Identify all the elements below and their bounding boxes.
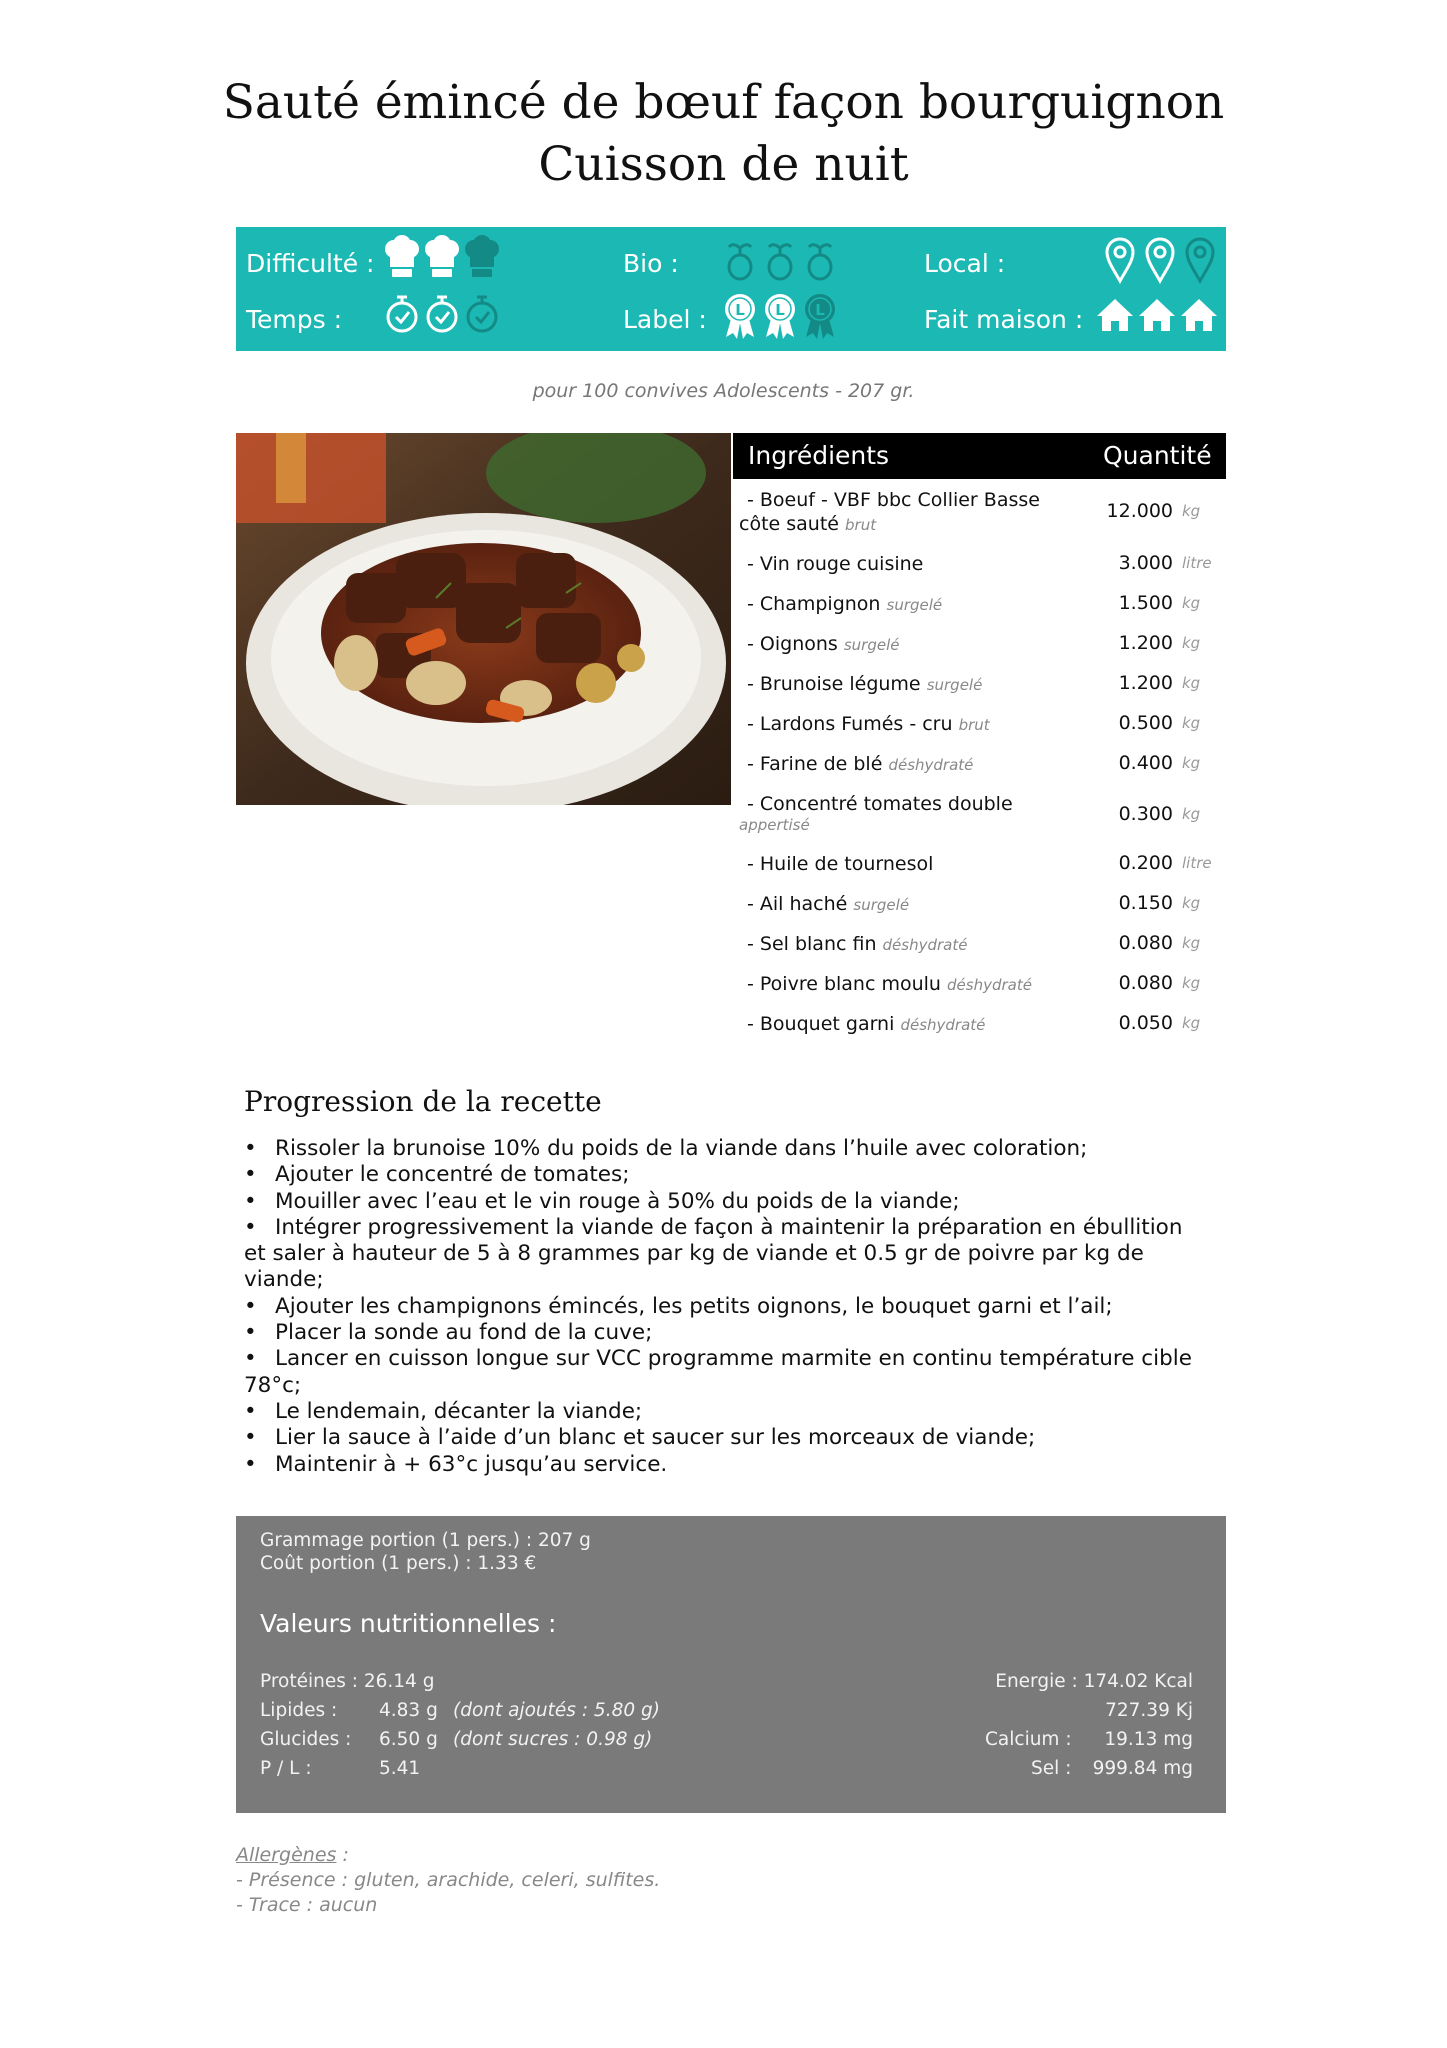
cout-portion: Coût portion (1 pers.) : 1.33 € <box>260 1553 537 1574</box>
progression-title: Progression de la recette <box>244 1085 602 1118</box>
nutrition-title: Valeurs nutritionnelles : <box>260 1609 557 1638</box>
ingredient-name: - Brunoise légume surgelé <box>747 673 983 695</box>
ingredient-qty: 0.300 <box>1118 803 1173 825</box>
ingredient-unit: kg <box>1182 754 1201 772</box>
recipe-title-line2: Cuisson de nuit <box>538 137 909 192</box>
ingredients-header-name: Ingrédients <box>748 441 890 470</box>
ingredient-name: - Ail haché surgelé <box>747 893 910 915</box>
stopwatch-icon <box>384 293 420 335</box>
map-pin-icon <box>1182 235 1218 285</box>
ingredient-name: - Bouquet garni déshydraté <box>747 1013 986 1035</box>
svg-text:L: L <box>815 301 825 319</box>
ingredient-unit: kg <box>1182 805 1201 823</box>
ingredient-unit: kg <box>1182 502 1201 520</box>
pl-label: P / L : <box>260 1758 312 1779</box>
recipe-title-line1: Sauté émincé de bœuf façon bourguignon <box>222 75 1225 130</box>
nutrition-panel <box>236 1516 1226 1813</box>
allergens-trace: - Trace : aucun <box>236 1894 378 1916</box>
step-item: • Placer la sonde au fond de la cuve; <box>244 1320 653 1346</box>
ingredient-unit: kg <box>1182 974 1201 992</box>
recipe-title <box>0 72 1447 196</box>
lipides-value: 4.83 g <box>379 1700 438 1721</box>
energie-kj: 727.39 Kj <box>1105 1700 1193 1721</box>
allergens-presence: - Présence : gluten, arachide, celeri, sulfites. <box>236 1869 661 1891</box>
ingredient-name: - Farine de blé déshydraté <box>747 753 974 775</box>
ingredient-name: - Champignon surgelé <box>747 593 943 615</box>
ingredient-name: - Huile de tournesol <box>747 853 934 875</box>
glucides-label: Glucides : <box>260 1729 352 1750</box>
ingredient-unit: kg <box>1182 674 1201 692</box>
ingredient-qty: 0.150 <box>1118 892 1173 914</box>
pl-value: 5.41 <box>379 1758 421 1779</box>
local-rating <box>1102 235 1218 285</box>
step-item: • Lancer en cuisson longue sur VCC programme marmite en continu température cible 78°c; <box>244 1346 1192 1398</box>
ingredient-name: - Oignons surgelé <box>747 633 900 655</box>
difficulte-rating <box>384 235 500 283</box>
sel-label: Sel : <box>1031 1758 1072 1779</box>
difficulte-label: Difficulté : <box>246 249 375 278</box>
label-rating <box>722 291 838 341</box>
rating-band <box>236 227 1226 351</box>
ingredients-header <box>733 433 1226 479</box>
fait-maison-label: Fait maison : <box>924 305 1084 334</box>
temps-label: Temps : <box>246 305 343 334</box>
lipides-label: Lipides : <box>260 1700 338 1721</box>
ingredient-qty: 1.200 <box>1118 672 1173 694</box>
chef-hat-icon <box>424 235 460 283</box>
lipides-note: (dont ajoutés : 5.80 g) <box>453 1700 660 1721</box>
sel-value: 999.84 mg <box>1092 1758 1193 1779</box>
stopwatch-icon <box>424 293 460 335</box>
apple-icon <box>802 239 838 283</box>
label-rouge-medal-icon <box>802 291 838 341</box>
ingredient-unit: kg <box>1182 934 1201 952</box>
servings-info: pour 100 convives Adolescents - 207 gr. <box>532 380 915 402</box>
ingredient-qty: 12.000 <box>1106 500 1173 522</box>
ingredient-name: - Sel blanc fin déshydraté <box>747 933 968 955</box>
ingredient-row <box>733 792 1226 838</box>
apple-icon <box>722 239 758 283</box>
step-item: • Lier la sauce à l’aide d’un blanc et saucer sur les morceaux de viande; <box>244 1425 1036 1451</box>
step-item: • Mouiller avec l’eau et le vin rouge à 50% du poids de la viande; <box>244 1188 960 1214</box>
ingredient-name: - Boeuf - VBF bbc Collier Basse côte sauté brut <box>739 489 1040 535</box>
step-item: • Rissoler la brunoise 10% du poids de la viande dans l’huile avec coloration; <box>244 1136 1088 1161</box>
dish-photo <box>236 433 731 805</box>
ingredient-name: - Vin rouge cuisine <box>747 553 924 575</box>
label-rouge-medal-icon <box>762 291 798 341</box>
ingredient-qty: 0.400 <box>1118 752 1173 774</box>
ingredient-qty: 0.200 <box>1118 852 1173 874</box>
ingredient-unit: kg <box>1182 1014 1201 1032</box>
ingredient-qty: 0.050 <box>1118 1012 1173 1034</box>
step-item: • Intégrer progressivement la viande de façon à maintenir la préparation en ébullition et saler à hauteur de 5 à 8 grammes par kg de viande et 0.5 gr de poivre par kg de viande; <box>244 1214 1183 1293</box>
house-icon <box>1138 297 1176 333</box>
calcium-value: 19.13 mg <box>1104 1729 1193 1750</box>
ingredient-unit: litre <box>1182 854 1212 872</box>
chef-hat-icon <box>384 235 420 283</box>
grammage-portion: Grammage portion (1 pers.) : 207 g <box>260 1530 591 1551</box>
ingredient-qty: 0.080 <box>1118 972 1173 994</box>
glucides-note: (dont sucres : 0.98 g) <box>453 1729 653 1750</box>
step-item: • Ajouter les champignons émincés, les petits oignons, le bouquet garni et l’ail; <box>244 1293 1113 1319</box>
ingredient-name: - Concentré tomates double appertisé <box>739 793 1013 834</box>
stopwatch-icon <box>464 293 500 335</box>
ingredient-unit: kg <box>1182 714 1201 732</box>
label-rouge-medal-icon <box>722 291 758 341</box>
chef-hat-icon <box>464 235 500 283</box>
ingredient-name: - Lardons Fumés - cru brut <box>747 713 990 735</box>
step-item: • Le lendemain, décanter la viande; <box>244 1398 643 1424</box>
ingredient-qty: 0.080 <box>1118 932 1173 954</box>
calcium-label: Calcium : <box>985 1729 1072 1750</box>
temps-rating <box>384 293 500 335</box>
fait-maison-rating <box>1096 297 1218 333</box>
step-item: • Ajouter le concentré de tomates; <box>244 1162 630 1188</box>
proteines: Protéines : 26.14 g <box>260 1671 435 1692</box>
ingredients-header-qty: Quantité <box>1103 441 1212 470</box>
apple-icon <box>762 239 798 283</box>
house-icon <box>1096 297 1134 333</box>
ingredient-unit: litre <box>1182 554 1212 572</box>
local-label: Local : <box>924 249 1006 278</box>
ingredient-unit: kg <box>1182 894 1201 912</box>
svg-text:L: L <box>775 301 785 319</box>
allergens-title: Allergènes : <box>236 1844 349 1866</box>
ingredient-unit: kg <box>1182 594 1201 612</box>
map-pin-icon <box>1102 235 1138 285</box>
svg-text:L: L <box>735 301 745 319</box>
label-label: Label : <box>623 305 707 334</box>
step-item: • Maintenir à + 63°c jusqu’au service. <box>244 1451 668 1477</box>
ingredient-qty: 1.200 <box>1118 632 1173 654</box>
bio-label: Bio : <box>623 249 679 278</box>
ingredient-qty: 3.000 <box>1118 552 1173 574</box>
ingredient-qty: 0.500 <box>1118 712 1173 734</box>
ingredient-row <box>733 488 1226 538</box>
ingredient-unit: kg <box>1182 634 1201 652</box>
house-icon <box>1180 297 1218 333</box>
energie-kcal: Energie : 174.02 Kcal <box>995 1671 1193 1692</box>
ingredient-name: - Poivre blanc moulu déshydraté <box>747 973 1032 995</box>
allergens-section <box>236 1843 660 1918</box>
glucides-value: 6.50 g <box>379 1729 438 1750</box>
progression-steps <box>244 1136 1204 1478</box>
bio-rating <box>722 239 838 283</box>
ingredient-qty: 1.500 <box>1118 592 1173 614</box>
map-pin-icon <box>1142 235 1178 285</box>
